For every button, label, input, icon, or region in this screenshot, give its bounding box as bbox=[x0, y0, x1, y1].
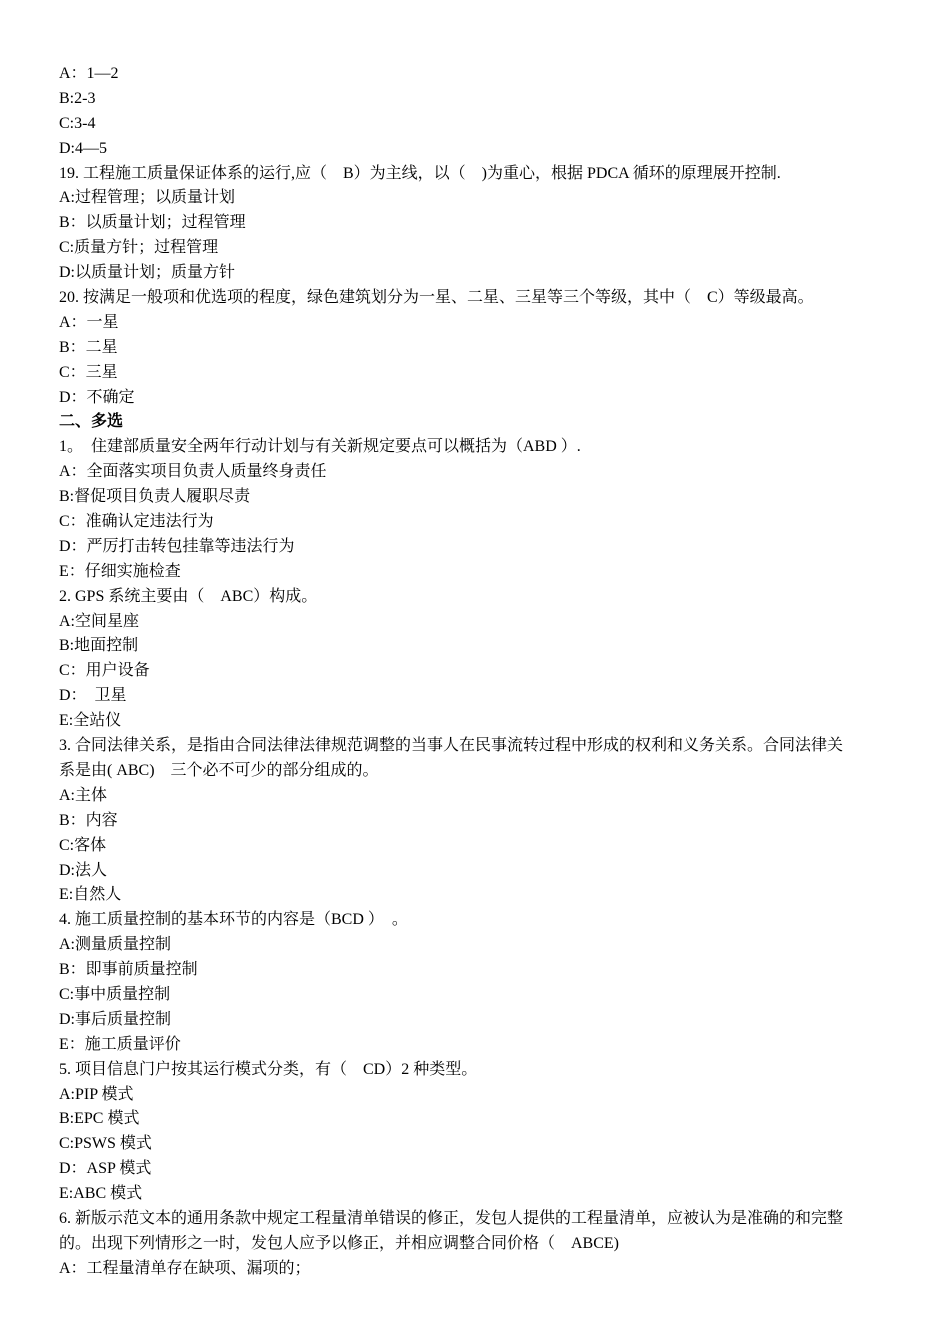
question-multi-1: 1。 住建部质量安全两年行动计划与有关新规定要点可以概括为（ABD ）. bbox=[59, 438, 581, 456]
question-multi-3: 3. 合同法律关系，是指由合同法律法律规范调整的当事人在民事流转过程中形成的权利和义务关系。合同法律关 bbox=[59, 737, 844, 755]
question-multi-6: 6. 新版示范文本的通用条款中规定工程量清单错误的修正，发包人提供的工程量清单，应被认为是准确的和完整 bbox=[59, 1209, 844, 1227]
option-line: B：以质量计划；过程管理 bbox=[59, 214, 246, 232]
question-multi-2: 2. GPS 系统主要由（ ABC）构成。 bbox=[59, 587, 318, 605]
option-line: A:过程管理；以质量计划 bbox=[59, 189, 236, 207]
option-line: B:督促项目负责人履职尽责 bbox=[59, 488, 251, 506]
question-multi-3-cont: 系是由( ABC) 三个必不可少的部分组成的。 bbox=[59, 761, 379, 779]
question-multi-6-cont: 的。出现下列情形之一时，发包人应予以修正，并相应调整合同价格（ ABCE) bbox=[59, 1234, 620, 1252]
option-line: D:以质量计划；质量方针 bbox=[59, 264, 236, 282]
option-line: A：一星 bbox=[59, 313, 119, 331]
option-line: D:4—5 bbox=[59, 139, 107, 157]
option-line: E：仔细实施检查 bbox=[59, 562, 181, 580]
option-line: A:空间星座 bbox=[59, 612, 140, 630]
option-line: C:客体 bbox=[59, 836, 107, 854]
option-line: E：施工质量评价 bbox=[59, 1035, 181, 1053]
question-multi-5: 5. 项目信息门户按其运行模式分类，有（ CD）2 种类型。 bbox=[59, 1060, 478, 1078]
option-line: C:质量方针；过程管理 bbox=[59, 239, 219, 257]
question-19: 19. 工程施工质量保证体系的运行,应（ B）为主线，以（ )为重心，根据 PDCA 循环的原理展开控制. bbox=[59, 164, 781, 182]
option-line: C：准确认定违法行为 bbox=[59, 513, 214, 531]
option-line: D：不确定 bbox=[59, 388, 135, 406]
section-heading-multiple-choice: 二、多选 bbox=[59, 413, 124, 431]
option-line: D：严厉打击转包挂靠等违法行为 bbox=[59, 537, 295, 555]
question-20: 20. 按满足一般项和优选项的程度，绿色建筑划分为一星、二星、三星等三个等级，其中（ C）等级最高。 bbox=[59, 289, 814, 307]
option-line: A:主体 bbox=[59, 786, 108, 804]
option-line: B：即事前质量控制 bbox=[59, 961, 198, 979]
option-line: B:EPC 模式 bbox=[59, 1110, 140, 1128]
option-line: B:2-3 bbox=[59, 89, 96, 107]
option-line: E:自然人 bbox=[59, 886, 122, 904]
option-line: D:事后质量控制 bbox=[59, 1010, 172, 1028]
option-line: A：1—2 bbox=[59, 65, 119, 82]
option-line: A：工程量清单存在缺项、漏项的； bbox=[59, 1259, 311, 1277]
option-line: E:ABC 模式 bbox=[59, 1185, 143, 1203]
question-multi-4: 4. 施工质量控制的基本环节的内容是（BCD ） 。 bbox=[59, 911, 408, 929]
option-line: A:测量质量控制 bbox=[59, 936, 172, 954]
option-line: B：二星 bbox=[59, 338, 118, 356]
option-line: D：ASP 模式 bbox=[59, 1160, 152, 1178]
document-page bbox=[59, 62, 899, 1282]
option-line: C:3-4 bbox=[59, 114, 96, 132]
option-line: A:PIP 模式 bbox=[59, 1085, 134, 1103]
option-line: B:地面控制 bbox=[59, 637, 139, 655]
option-line: B：内容 bbox=[59, 811, 118, 829]
option-line: D： 卫星 bbox=[59, 687, 127, 705]
option-line: C:PSWS 模式 bbox=[59, 1135, 152, 1153]
option-line: E:全站仪 bbox=[59, 712, 122, 730]
option-line: C:事中质量控制 bbox=[59, 985, 171, 1003]
option-line: A：全面落实项目负责人质量终身责任 bbox=[59, 463, 327, 481]
option-line: C：用户设备 bbox=[59, 662, 150, 680]
option-line: C：三星 bbox=[59, 363, 118, 381]
option-line: D:法人 bbox=[59, 861, 108, 879]
